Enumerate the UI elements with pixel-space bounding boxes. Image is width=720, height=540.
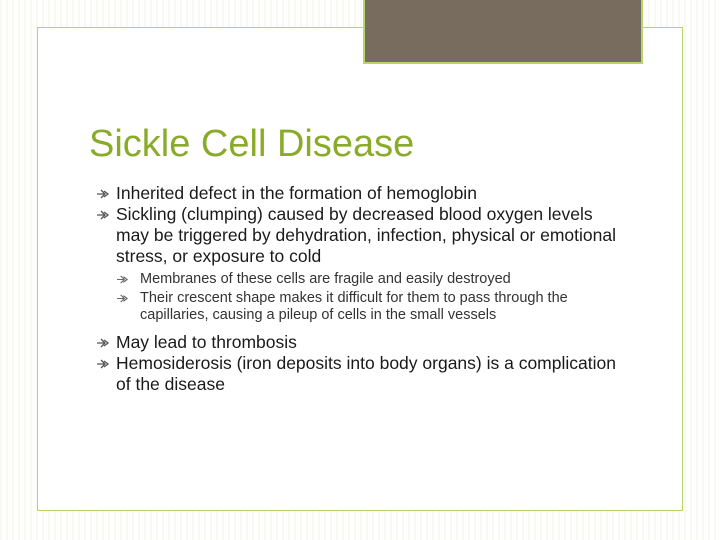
bullet-text: Hemosiderosis (iron deposits into body organs) is a complication of the disease [116,353,616,394]
header-tab [363,0,643,64]
sub-bullet-text: Membranes of these cells are fragile and easily destroyed [140,271,511,287]
sub-bullet-item [96,271,616,288]
leaf-bullet-icon [96,209,110,221]
leaf-bullet-icon [96,337,110,349]
bullet-text: May lead to thrombosis [116,332,297,352]
sub-bullet-text: Their crescent shape makes it difficult for them to pass through the capillaries, causing a pileup of cells in the small vessels [140,290,568,323]
leaf-bullet-icon [116,274,129,285]
sub-bullet-item [96,290,616,324]
bullet-item [96,183,616,204]
bullet-item [96,332,616,353]
leaf-bullet-icon [116,293,129,304]
bullet-item [96,353,616,395]
bullet-list [96,183,616,395]
bullet-text: Sickling (clumping) caused by decreased blood oxygen levels may be triggered by dehydration, infection, physical or emotional stress, or exposure to cold [116,204,616,266]
slide-title: Sickle Cell Disease [89,123,415,165]
bullet-item [96,204,616,267]
bullet-text: Inherited defect in the formation of hemoglobin [116,183,477,203]
leaf-bullet-icon [96,358,110,370]
leaf-bullet-icon [96,188,110,200]
